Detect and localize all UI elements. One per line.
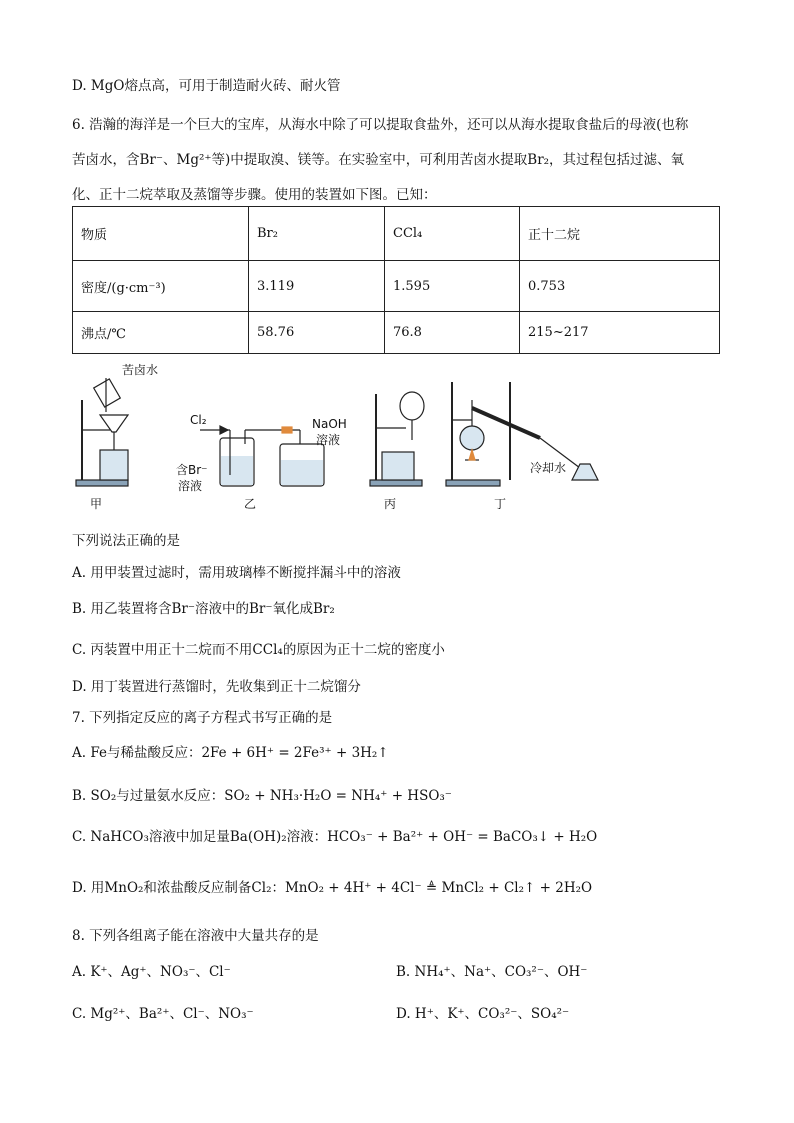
q8-option-d: D. H⁺、K⁺、CO₃²⁻、SO₄²⁻ <box>396 1006 570 1022</box>
apparatus-jia <box>76 378 128 486</box>
table-cell: 76.8 <box>385 312 520 354</box>
table-header-row <box>73 207 720 261</box>
table-cell: 58.76 <box>249 312 385 354</box>
q7-stem: 7. 下列指定反应的离子方程式书写正确的是 <box>72 710 333 726</box>
table-header-cell: CCl₄ <box>385 207 520 261</box>
q7-option-c: C. NaHCO₃溶液中加足量Ba(OH)₂溶液：HCO₃⁻ + Ba²⁺ + OH⁻ = BaCO₃↓ + H₂O <box>72 829 598 845</box>
table-header-cell: Br₂ <box>249 207 385 261</box>
q6-stem-line-3: 化、正十二烷萃取及蒸馏等步骤。使用的装置如下图。已知： <box>72 187 437 203</box>
label-kulushui: 苦卤水 <box>122 363 159 377</box>
table-row <box>73 261 720 312</box>
q6-option-d: D. 用丁装置进行蒸馏时，先收集到正十二烷馏分 <box>72 679 361 695</box>
label-cl2: Cl₂ <box>190 413 207 427</box>
table-header-cell: 正十二烷 <box>520 207 720 261</box>
apparatus-figure <box>70 360 630 520</box>
label-br-solution: 溶液 <box>178 479 203 493</box>
apparatus-ding <box>446 382 598 486</box>
properties-table <box>72 206 720 354</box>
q6-option-b: B. 用乙装置将含Br⁻溶液中的Br⁻氧化成Br₂ <box>72 601 335 617</box>
q7-option-a: A. Fe与稀盐酸反应：2Fe + 6H⁺ = 2Fe³⁺ + 3H₂↑ <box>72 745 389 761</box>
table-cell: 密度/(g·cm⁻³) <box>73 261 249 312</box>
q7-option-d: D. 用MnO₂和浓盐酸反应制备Cl₂：MnO₂ + 4H⁺ + 4Cl⁻ ≜ MnCl₂ + Cl₂↑ + 2H₂O <box>72 880 593 896</box>
caption-ding: 丁 <box>494 497 507 511</box>
apparatus-yi <box>200 426 324 486</box>
label-lengqueshui: 冷却水 <box>530 461 567 475</box>
q6-option-a: A. 用甲装置过滤时，需用玻璃棒不断搅拌漏斗中的溶液 <box>72 565 401 581</box>
q8-option-b: B. NH₄⁺、Na⁺、CO₃²⁻、OH⁻ <box>396 964 588 980</box>
label-naoh: NaOH <box>312 417 347 431</box>
table-cell: 沸点/℃ <box>73 312 249 354</box>
q7-option-b: B. SO₂与过量氨水反应：SO₂ + NH₃·H₂O = NH₄⁺ + HSO₃⁻ <box>72 788 452 804</box>
table-cell: 0.753 <box>520 261 720 312</box>
table-cell: 215~217 <box>520 312 720 354</box>
q6-stem-line-2: 苦卤水，含Br⁻、Mg²⁺等)中提取溴、镁等。在实验室中，可利用苦卤水提取Br₂，其过程包括过滤、氧 <box>72 152 685 168</box>
q6-prompt: 下列说法正确的是 <box>72 533 180 549</box>
q6-option-c: C. 丙装置中用正十二烷而不用CCl₄的原因为正十二烷的密度小 <box>72 642 445 658</box>
table-header-cell: 物质 <box>73 207 249 261</box>
q8-option-c: C. Mg²⁺、Ba²⁺、Cl⁻、NO₃⁻ <box>72 1006 254 1022</box>
table-cell: 1.595 <box>385 261 520 312</box>
caption-bing: 丙 <box>384 497 397 511</box>
q6-stem-line-1: 6. 浩瀚的海洋是一个巨大的宝库，从海水中除了可以提取食盐外，还可以从海水提取食盐后的母液(也称 <box>72 117 689 133</box>
q8-option-a: A. K⁺、Ag⁺、NO₃⁻、Cl⁻ <box>72 964 231 980</box>
caption-jia: 甲 <box>90 497 103 511</box>
apparatus-bing <box>370 392 424 486</box>
q8-stem: 8. 下列各组离子能在溶液中大量共存的是 <box>72 928 319 944</box>
table-cell: 3.119 <box>249 261 385 312</box>
caption-yi: 乙 <box>244 497 257 511</box>
label-han-br: 含Br⁻ <box>176 463 208 477</box>
q5-option-d: D. MgO熔点高，可用于制造耐火砖、耐火管 <box>72 78 341 94</box>
label-naoh-solution: 溶液 <box>316 433 341 447</box>
table-row <box>73 312 720 354</box>
